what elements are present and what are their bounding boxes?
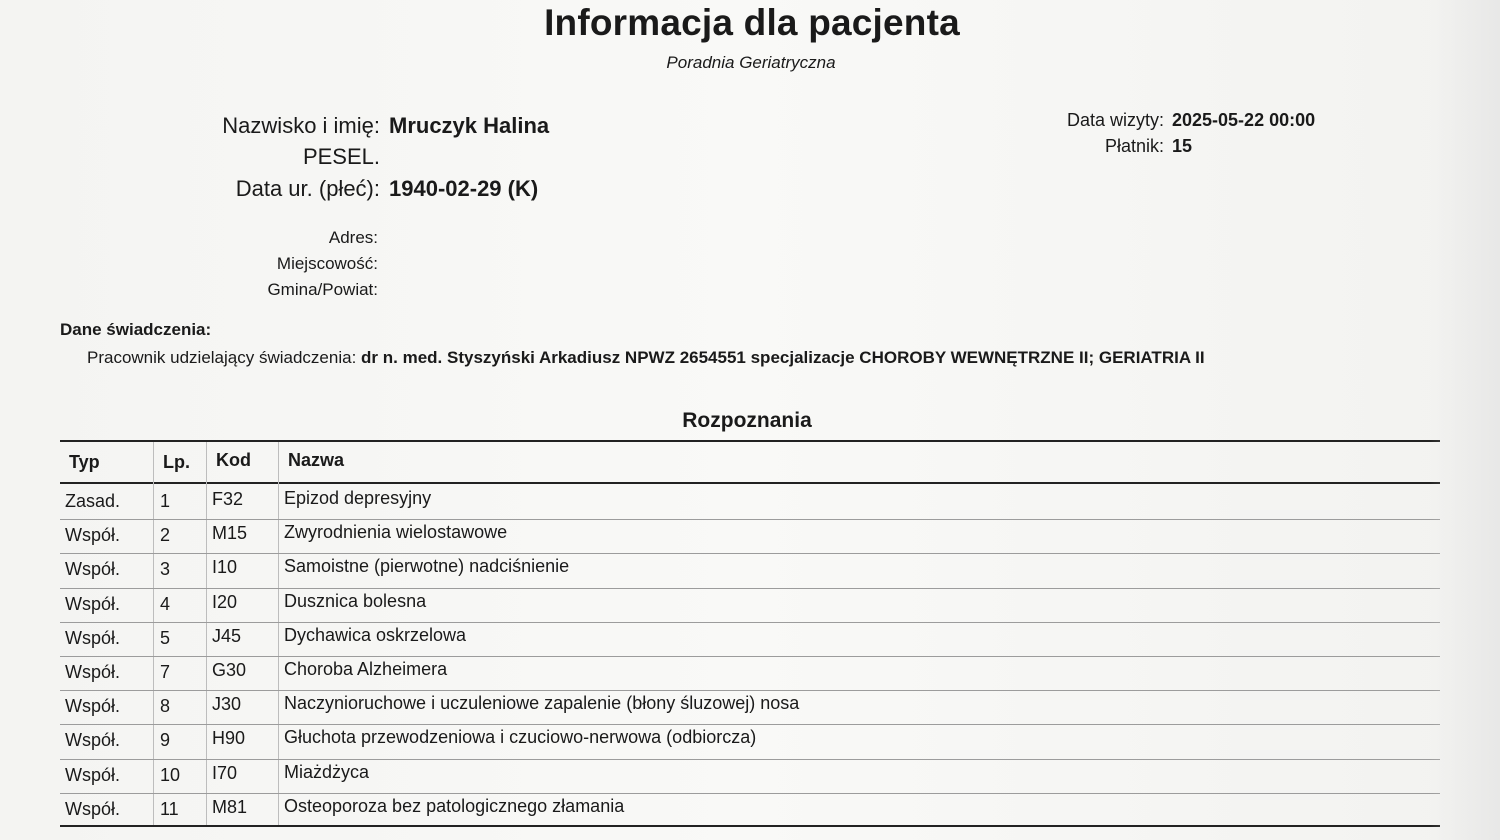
clinic-name: Poradnia Geriatryczna: [666, 53, 836, 72]
cell-typ: Współ.: [65, 798, 121, 819]
table-bottom-border: [60, 825, 1440, 827]
cell-nazwa: Dusznica bolesna: [284, 590, 427, 611]
cell-kod: I70: [212, 762, 238, 783]
cell-kod: I10: [212, 557, 238, 578]
row-separator: [60, 759, 1440, 760]
cell-typ: Współ.: [65, 627, 121, 648]
cell-typ: Współ.: [65, 593, 121, 614]
table-top-border: [60, 440, 1440, 442]
document-title: Informacja dla pacjenta: [544, 2, 960, 43]
row-separator: [60, 656, 1440, 657]
payer-label: Płatnik:: [1104, 136, 1164, 156]
cell-typ: Współ.: [65, 525, 121, 546]
cell-nazwa: Głuchota przewodzeniowa i czuciowo-nerwowa (odbiorcza): [284, 727, 757, 748]
provider-label: Pracownik udzielający świadczenia:: [87, 348, 357, 367]
cell-kod: G30: [212, 660, 247, 680]
cell-typ: Współ.: [65, 730, 121, 751]
cell-lp: 8: [160, 696, 171, 717]
column-divider: [206, 442, 207, 826]
cell-lp: 2: [160, 525, 171, 546]
provider-line: [87, 348, 1205, 368]
name-label: Nazwisko i imię:: [222, 113, 380, 138]
cell-kod: M15: [212, 523, 248, 544]
address-label: Adres:: [328, 228, 378, 247]
cell-typ: Zasad.: [65, 491, 121, 511]
row-separator: [60, 588, 1440, 589]
cell-nazwa: Samoistne (pierwotne) nadciśnienie: [284, 556, 570, 577]
cell-lp: 1: [160, 491, 171, 511]
row-separator: [60, 622, 1440, 623]
cell-typ: Współ.: [65, 662, 121, 682]
cell-kod: J30: [212, 694, 242, 715]
row-separator: [60, 793, 1440, 794]
payer-value: 15: [1172, 136, 1193, 156]
cell-nazwa: Choroba Alzheimera: [284, 659, 448, 679]
visit-date-label: Data wizyty:: [1066, 110, 1164, 130]
column-divider: [278, 442, 279, 826]
cell-typ: Współ.: [65, 559, 121, 580]
cell-kod: F32: [212, 489, 244, 509]
service-heading: Dane świadczenia:: [60, 320, 212, 339]
diagnoses-title: Rozpoznania: [682, 409, 812, 432]
cell-nazwa: Miażdżyca: [284, 761, 370, 782]
cell-typ: Współ.: [65, 764, 121, 785]
pesel-label: PESEL.: [302, 144, 380, 169]
cell-nazwa: Naczynioruchowe i uczuleniowe zapalenie (błony śluzowej) nosa: [284, 693, 800, 714]
cell-kod: J45: [212, 625, 242, 646]
cell-nazwa: Epizod depresyjny: [284, 488, 432, 508]
cell-lp: 5: [160, 627, 171, 648]
column-header-kod: Kod: [216, 450, 251, 470]
scan-shadow: [1430, 0, 1500, 840]
column-header-typ: Typ: [69, 452, 100, 472]
cell-lp: 7: [160, 662, 171, 682]
row-separator: [60, 724, 1440, 725]
cell-nazwa: Zwyrodnienia wielostawowe: [284, 522, 508, 543]
cell-nazwa: Dychawica oskrzelowa: [284, 624, 467, 645]
cell-kod: H90: [212, 728, 246, 749]
row-separator: [60, 690, 1440, 691]
cell-lp: 9: [160, 730, 171, 751]
cell-typ: Współ.: [65, 696, 121, 717]
row-separator: [60, 553, 1440, 554]
column-header-nazwa: Nazwa: [288, 450, 345, 470]
district-label: Gmina/Powiat:: [267, 280, 378, 299]
cell-lp: 11: [160, 798, 179, 819]
cell-lp: 4: [160, 593, 171, 614]
visit-date-value: 2025-05-22 00:00: [1172, 110, 1316, 130]
cell-nazwa: Osteoporoza bez patologicznego złamania: [284, 795, 625, 816]
cell-lp: 3: [160, 559, 171, 580]
city-label: Miejscowość:: [276, 254, 378, 273]
dob-value: 1940-02-29 (K): [389, 176, 539, 201]
cell-lp: 10: [160, 764, 181, 785]
row-separator: [60, 519, 1440, 520]
name-value: Mruczyk Halina: [389, 113, 550, 138]
cell-kod: M81: [212, 796, 248, 817]
provider-value: dr n. med. Styszyński Arkadiusz NPWZ 2654551 specjalizacje CHOROBY WEWNĘTRZNE II; GERIATRIA II: [361, 348, 1205, 367]
table-header-border: [60, 482, 1440, 484]
column-divider: [153, 442, 154, 826]
column-header-lp: Lp.: [163, 452, 190, 472]
dob-label: Data ur. (płeć):: [235, 176, 380, 201]
cell-kod: I20: [212, 591, 238, 612]
